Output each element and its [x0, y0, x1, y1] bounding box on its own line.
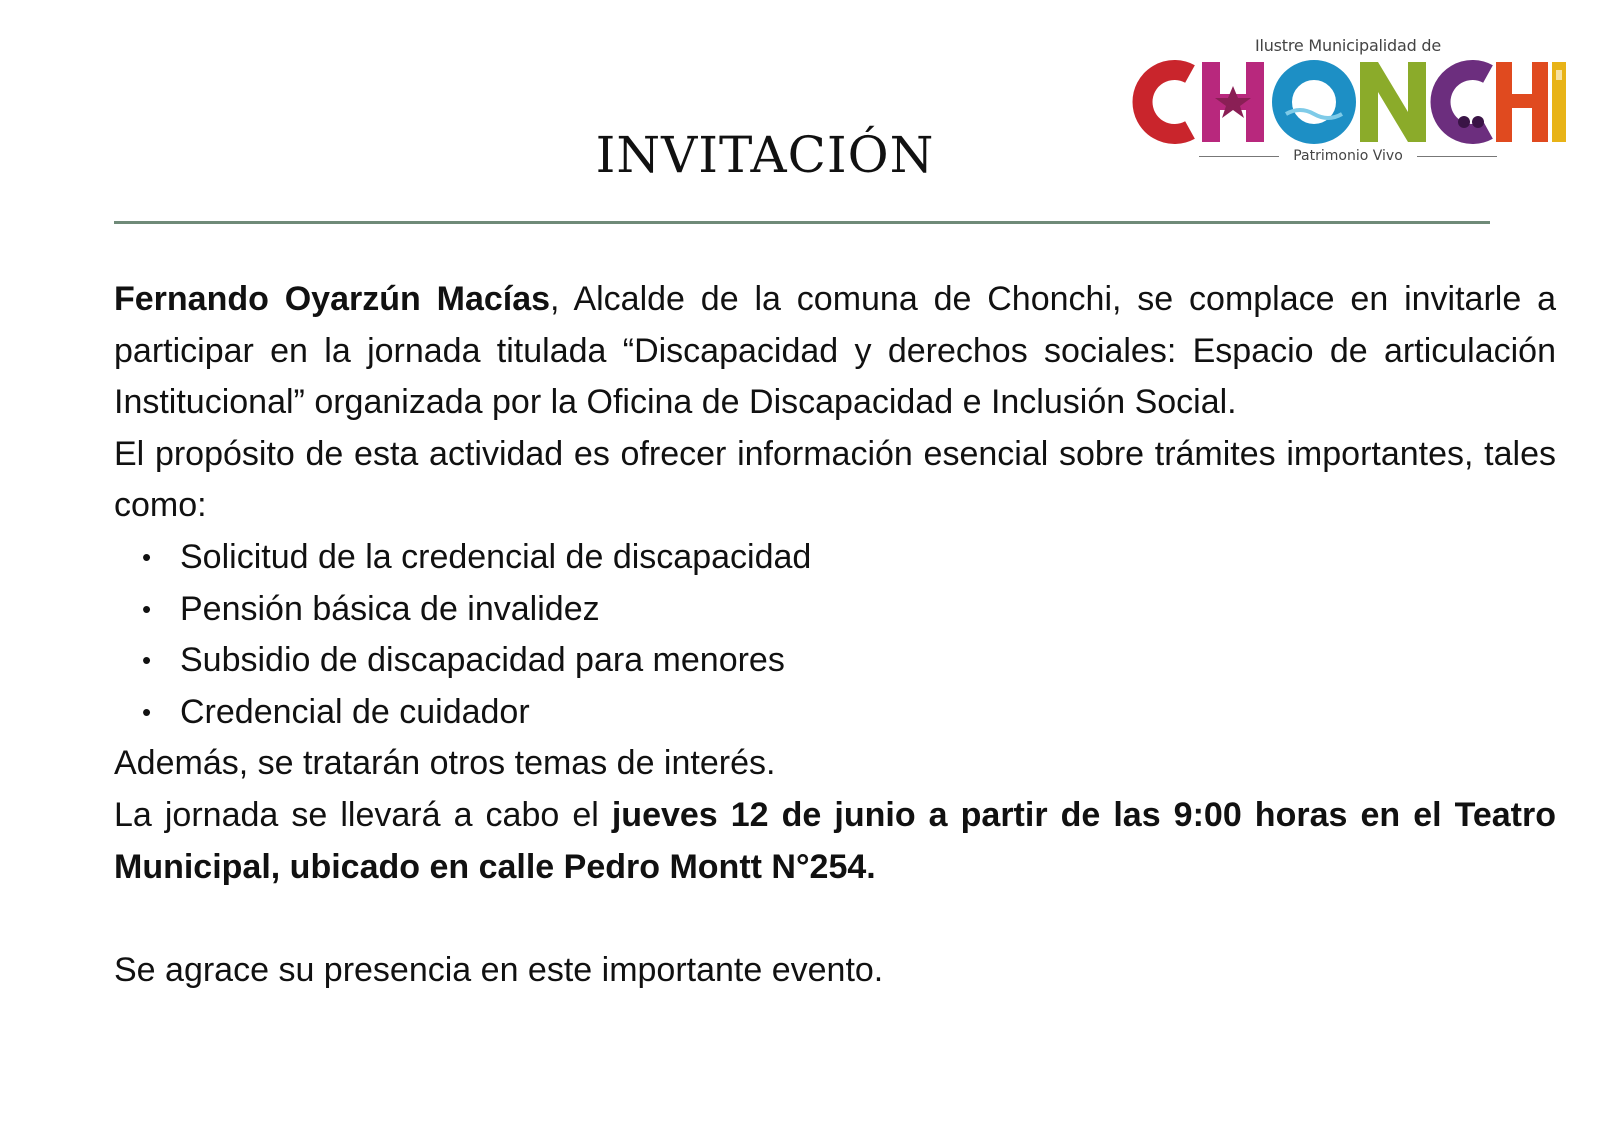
mayor-name: Fernando Oyarzún Macías: [114, 280, 551, 318]
paragraph-event-details: [114, 790, 1556, 893]
procedures-list: [114, 532, 1556, 738]
page-title: INVITACIÓN: [595, 126, 935, 184]
list-item: • Solicitud de la credencial de discapacidad: [180, 532, 1556, 584]
logo-top-line: Ilustre Municipalidad de: [1254, 36, 1442, 55]
event-date-location: jueves 12 de junio a partir de las 9:00 horas en el Teatro Municipal, ubicado en calle Pedro Montt N°254.: [114, 795, 1556, 886]
list-item: • Subsidio de discapacidad para menores: [180, 635, 1556, 687]
spacer: [114, 893, 1556, 945]
invitation-body: [114, 274, 1556, 996]
paragraph-other-topics: Además, se tratarán otros temas de interés.: [114, 744, 776, 783]
closing-line: Se agrace su presencia en este importante evento.: [114, 950, 884, 989]
list-item: • Pensión básica de invalidez: [180, 584, 1556, 636]
list-item: • Credencial de cuidador: [180, 687, 1556, 739]
paragraph-purpose: El propósito de esta actividad es ofrecer información esencial sobre trámites importantes, tales como:: [114, 434, 1556, 525]
logo-bottom-line: Patrimonio Vivo: [1128, 148, 1568, 164]
paragraph-intro: [114, 274, 1556, 429]
intro-rest: , Alcalde de la comuna de Chonchi, se complace en invitarle a participar en la jornada titulada “Discapacidad y derechos sociales: Espacio de articulación Institucional” organizada por la Oficina de Discapacidad e Inclusión Social.: [114, 280, 1556, 422]
event-intro: La jornada se llevará a cabo el: [114, 795, 612, 834]
title-divider: [114, 221, 1490, 224]
